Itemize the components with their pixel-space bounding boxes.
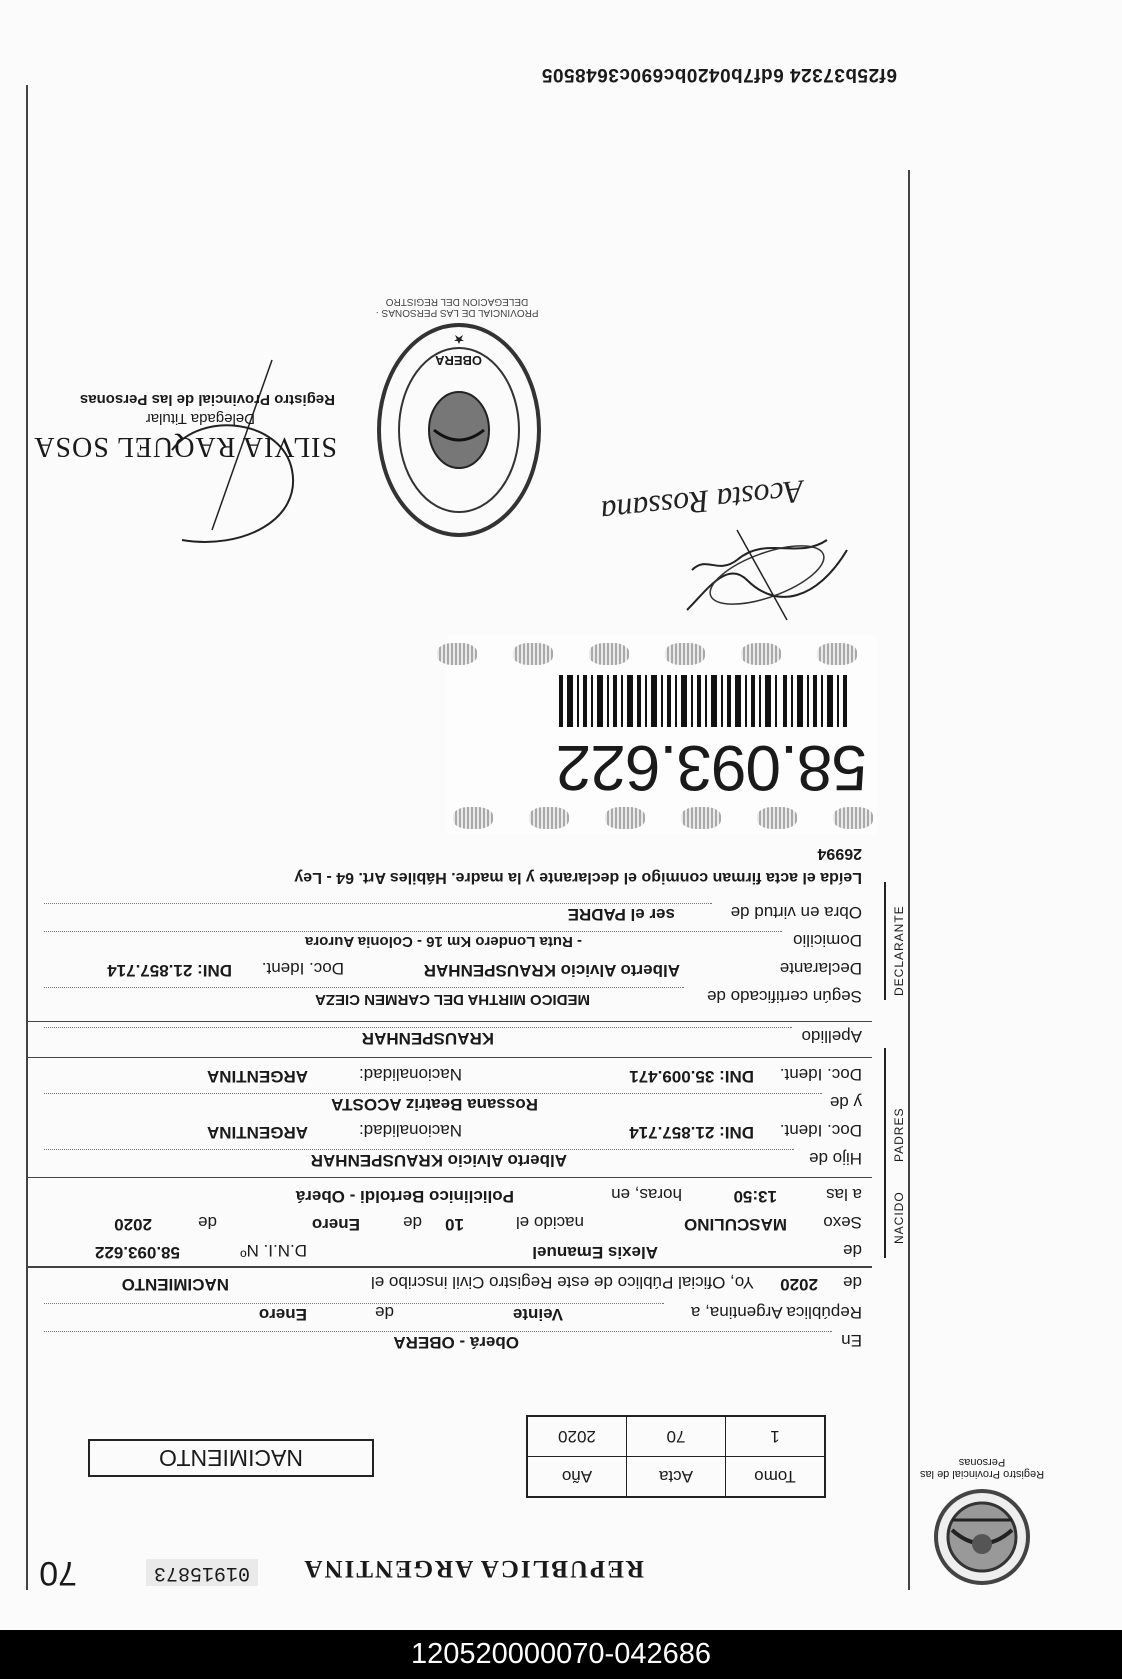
barcode-graphic bbox=[557, 675, 847, 727]
sticker-watermark-bottom-6 bbox=[437, 643, 477, 665]
frame-left-line bbox=[908, 170, 910, 1590]
record-type-value: NACIMIENTO bbox=[121, 1275, 229, 1294]
table-value-tomo: 1 bbox=[726, 1416, 826, 1457]
sticker-watermark-bottom-2 bbox=[741, 643, 781, 665]
sticker-watermark-top-6 bbox=[453, 807, 493, 829]
sticker-dni-number: 58.093.622 bbox=[556, 732, 867, 804]
dni-sticker bbox=[447, 635, 877, 835]
label-doc-ident-1: Doc. Ident. bbox=[779, 1121, 862, 1140]
label-y-de: y de bbox=[829, 1093, 862, 1112]
label-sexo: Sexo bbox=[823, 1213, 862, 1232]
sticker-watermark-bottom-5 bbox=[513, 643, 553, 665]
tomo-acta-anio-table bbox=[526, 1415, 826, 1498]
rule-after-apellido bbox=[27, 1021, 872, 1022]
emblem-caption-text: Registro Provincial de las Personas bbox=[919, 1456, 1045, 1480]
mother-name-value: Rossana Beatriz ACOSTA bbox=[331, 1095, 538, 1114]
label-de-3: de bbox=[843, 1241, 862, 1260]
dots-cert bbox=[44, 987, 684, 988]
seal-ring-text bbox=[352, 296, 562, 318]
time-value: 13:50 bbox=[733, 1187, 777, 1206]
year-value: 2020 bbox=[780, 1275, 818, 1294]
label-hijo-de: Hijo de bbox=[809, 1149, 862, 1168]
emblem-caption bbox=[907, 1456, 1057, 1480]
sticker-watermark-bottom-4 bbox=[589, 643, 629, 665]
section-padres-label: PADRES bbox=[892, 1107, 906, 1162]
corner-number: 70 bbox=[39, 1554, 77, 1592]
label-obra-en-virtud: Obra en virtud de bbox=[730, 903, 862, 922]
sticker-watermark-top-5 bbox=[529, 807, 569, 829]
doc-type-label: NACIMIENTO bbox=[159, 1445, 303, 1471]
label-domicilio: Domicilio bbox=[793, 931, 862, 950]
table-header-tomo: Tomo bbox=[726, 1457, 826, 1498]
label-de-1: de bbox=[375, 1303, 394, 1322]
domicilio-value: - Ruta Londero Km 16 - Colonia Aurora bbox=[305, 933, 582, 950]
rule-after-padres bbox=[27, 1057, 872, 1058]
officer-name: SILVIA RAQUEL SOSA bbox=[33, 431, 337, 462]
birth-month-value: Enero bbox=[311, 1215, 360, 1234]
month-value: Enero bbox=[258, 1305, 307, 1324]
section-nacido-label: NACIDO bbox=[892, 1191, 906, 1244]
seal-ring-text-label: PROVINCIAL DE LAS PERSONAS · DELEGACION DEL REGISTRO bbox=[375, 296, 539, 318]
sticker-watermark-top-4 bbox=[605, 807, 645, 829]
label-dni: D.N.I. Nº bbox=[240, 1241, 307, 1260]
label-apellido: Apellido bbox=[801, 1027, 862, 1046]
footer-code-bar bbox=[0, 1630, 1122, 1679]
father-name-value: Alberto Alvicio KRAUSPENHAR bbox=[310, 1151, 567, 1170]
label-en: En bbox=[841, 1331, 862, 1350]
city-value: Oberá - OBERA bbox=[393, 1333, 519, 1352]
rule-after-nacido bbox=[27, 1177, 872, 1178]
label-declarante: Declarante bbox=[779, 959, 862, 978]
label-doc-ident-3: Doc. Ident. bbox=[261, 959, 344, 978]
label-de-2: de bbox=[843, 1273, 862, 1292]
label-nacionalidad-1: Nacionalidad: bbox=[358, 1121, 462, 1140]
table-value-acta: 70 bbox=[627, 1416, 726, 1457]
sticker-watermark-top-3 bbox=[681, 807, 721, 829]
label-doc-ident-2: Doc. Ident. bbox=[779, 1065, 862, 1084]
bracket-nacido bbox=[884, 1158, 886, 1258]
officer-role: Delegada Titular bbox=[145, 410, 255, 427]
country-title: REPUBLICA ARGENTINA bbox=[302, 1555, 644, 1582]
father-nationality-value: ARGENTINA bbox=[206, 1123, 308, 1142]
label-nacido-el: nacido el bbox=[515, 1213, 584, 1232]
declarante-name-value: Alberto Alvicio KRAUSPENHAR bbox=[423, 961, 680, 980]
father-dni-value: DNI: 21.857.714 bbox=[629, 1123, 754, 1142]
birth-place-value: Policlinico Bertoldi - Oberá bbox=[295, 1187, 514, 1206]
label-nacionalidad-2: Nacionalidad: bbox=[358, 1065, 462, 1084]
birth-year-value: 2020 bbox=[114, 1215, 152, 1234]
label-de-5: de bbox=[198, 1213, 217, 1232]
frame-right-line bbox=[26, 85, 28, 1590]
birth-day-value: 10 bbox=[445, 1215, 464, 1234]
mother-handwritten-name: Acosta Rossana bbox=[599, 473, 806, 531]
closing-text: Leída el acta firman conmigo el declarante y la madre. Hábiles Art. 64 - Ley bbox=[294, 869, 862, 886]
rule-under-header bbox=[27, 1266, 872, 1268]
declarante-dni-value: DNI: 21.857.714 bbox=[107, 961, 232, 980]
law-number: 26994 bbox=[817, 845, 862, 862]
officer-org: Registro Provincial de las Personas bbox=[79, 391, 335, 408]
doc-type-box bbox=[88, 1439, 374, 1477]
label-republica: República Argentina, a bbox=[690, 1303, 862, 1322]
declarante-signature-icon bbox=[677, 520, 857, 630]
label-de-4: de bbox=[403, 1213, 422, 1232]
child-dni-value: 58.093.622 bbox=[94, 1243, 180, 1262]
sticker-watermark-bottom-3 bbox=[665, 643, 705, 665]
sticker-watermark-top-2 bbox=[757, 807, 797, 829]
document-hash: 6f25b37324 6df7b0420bc690c3648505 bbox=[541, 64, 897, 85]
sexo-value: MASCULINO bbox=[684, 1215, 787, 1234]
bracket-padres bbox=[884, 1048, 886, 1172]
footer-code: 120520000070-042686 bbox=[411, 1638, 711, 1670]
mother-nationality-value: ARGENTINA bbox=[206, 1067, 308, 1086]
sticker-watermark-top-1 bbox=[833, 807, 873, 829]
bracket-declarante bbox=[884, 882, 886, 1000]
table-value-anio: 2020 bbox=[527, 1416, 627, 1457]
dots-republica bbox=[44, 1303, 664, 1304]
certificate-value: MEDICO MIRTHA DEL CARMEN CIEZA bbox=[315, 991, 590, 1008]
dots-domicilio bbox=[44, 931, 782, 932]
officer-text: Yo, Oficial Público de este Registro Civil inscribo el bbox=[371, 1273, 754, 1292]
label-horas-en: horas, en bbox=[611, 1185, 682, 1204]
section-declarante-label: DECLARANTE bbox=[892, 905, 906, 996]
obra-value: ser el PADRE bbox=[567, 905, 675, 924]
day-words-value: Veinte bbox=[512, 1305, 563, 1324]
label-a-las: a las bbox=[826, 1185, 862, 1204]
table-header-acta: Acta bbox=[627, 1457, 726, 1498]
child-name-value: Alexis Emanuel bbox=[532, 1243, 658, 1262]
seal-center-text: OBERA bbox=[435, 353, 482, 368]
mother-dni-value: DNI: 35.009.471 bbox=[629, 1067, 754, 1086]
apellido-value: KRAUSPENHAR bbox=[361, 1029, 494, 1048]
label-segun-certificado: Según certificado de bbox=[707, 987, 862, 1006]
serial-stamp: 01915873 bbox=[146, 1559, 258, 1586]
sticker-watermark-bottom-1 bbox=[817, 643, 857, 665]
table-header-anio: Año bbox=[527, 1457, 627, 1498]
province-emblem-icon bbox=[927, 1482, 1037, 1592]
